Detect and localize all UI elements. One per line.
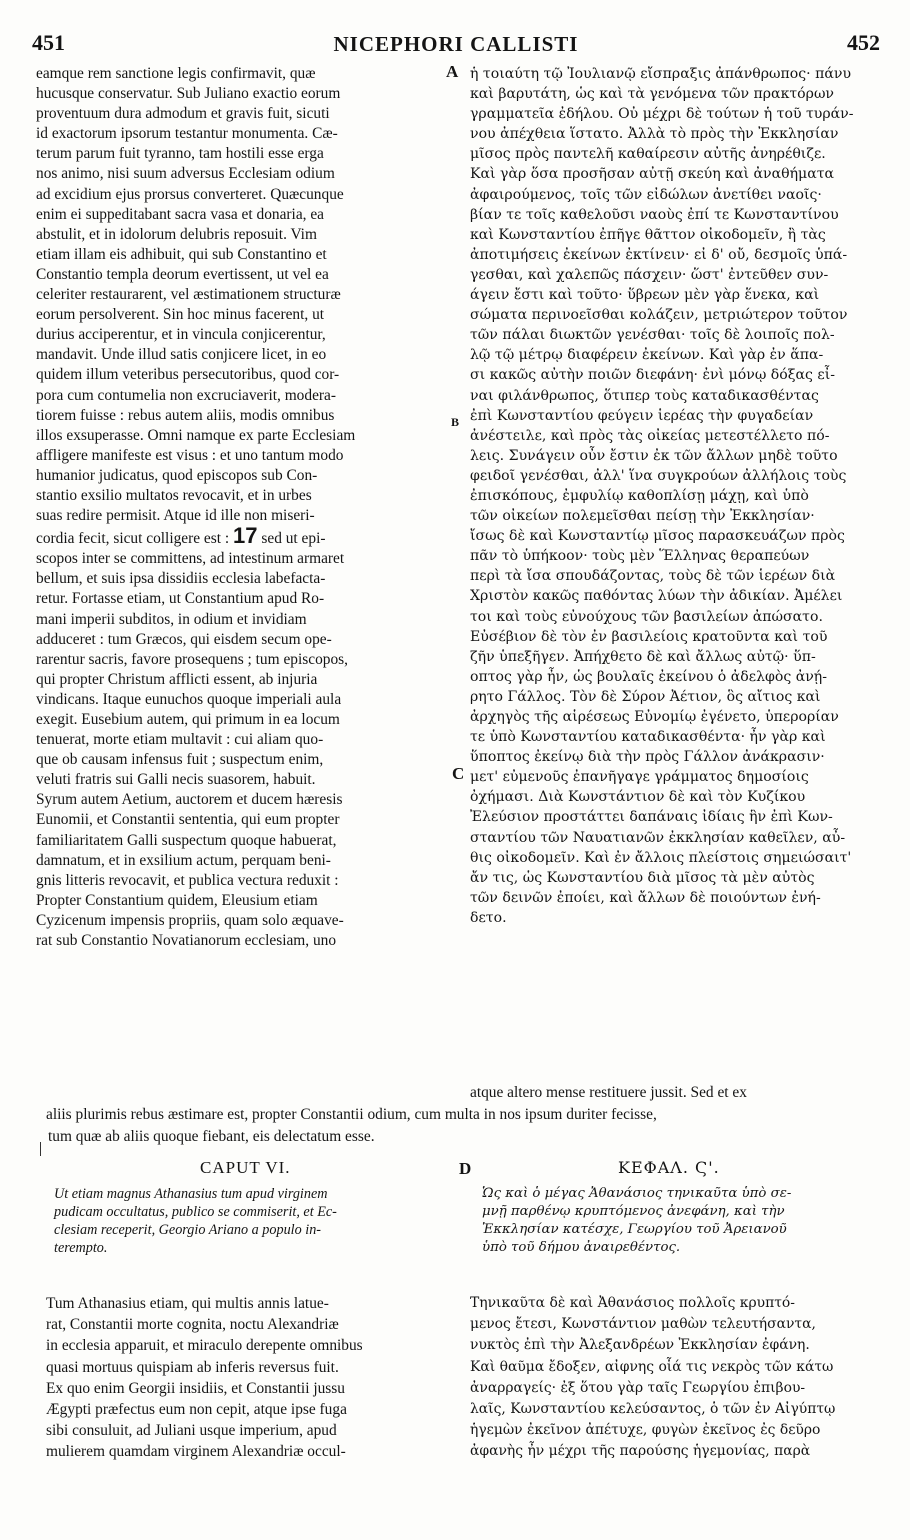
latin-summary-line: clesiam receperit, Georgio Ariano a populo in-: [54, 1222, 322, 1238]
latin-text-line: Cyzicenum impensis propriis, quam solo æquave-: [36, 911, 344, 929]
latin-text-line: gnis litteris revocavit, et publica vectura reduxit :: [36, 871, 339, 889]
margin-marker-a: A: [446, 62, 459, 81]
greek-body-line: Καὶ θαῦμα ἔδοξεν, αἰφνης οἷά τις νεκρὸς τῶν κάτω: [470, 1358, 834, 1375]
greek-text-line: Χριστὸν κακῶς παθόντας λύων τὴν ἀδικίαν. Ἀμέλει: [470, 588, 843, 605]
latin-text-line: scopos inter se committens, ad intestinum armaret: [36, 550, 345, 568]
greek-text-line: ρητο Γάλλος. Τὸν δὲ Σύρον Ἀέτιον, ὃς αἴτιος καὶ: [470, 688, 821, 705]
page-number-right: 452: [847, 30, 880, 55]
latin-text-line: rarentur sacris, favore prosequens ; tum episcopos,: [36, 650, 348, 668]
greek-summary-line: Ἐκκλησίαν κατέσχε, Γεωργίου τοῦ Ἀρειανοῦ: [482, 1222, 787, 1237]
greek-text-line: ἐπὶ Κωνσταντίου φεύγειν ἱερέας τὴν φυγαδείαν: [470, 407, 814, 424]
greek-text-line: τῶν οἰκείων πολεμεῖσθαι πείσῃ τὴν Ἐκκλησίαν·: [470, 508, 815, 525]
latin-column: [36, 64, 450, 951]
latin-text-line: pora cum contumelia non excruciaverit, modera-: [36, 386, 336, 404]
chapter-summary-greek: [482, 1185, 882, 1257]
greek-text-line: τε ὑπὸ Κωνσταντίου καταδικασθέντα· ἦν γὰρ καὶ: [470, 729, 826, 746]
full-width-line-1: [46, 1084, 882, 1125]
greek-body-line: λαῖς, Κωνσταντίου κελεύσαντος, ὁ τῶν ἐν Αἰγύπτῳ: [470, 1401, 836, 1418]
greek-body-line: ἡγεμὼν ἐκεῖνον ἀπέτυχε, φυγὼν ἐκεῖνος ἐς δεῦρο: [470, 1422, 821, 1439]
latin-text-line: Constantio templa deorum evertissent, ut vel ea: [36, 265, 329, 283]
chapter-heading-greek: ΚΕΦΑΛ. Ϛ'.: [618, 1158, 720, 1177]
latin-text-line: illos exsuperasse. Omni namque ex parte Ecclesiam: [36, 426, 356, 444]
greek-body-line: μενος ἔτεσι, Κωνστάντιον μαθὼν τελευτήσαντα,: [470, 1316, 816, 1333]
greek-text-line: ἀρχηγὸς τῆς αἱρέσεως Εὐνομίῳ ἐγένετο, ὑπερορίαν: [470, 709, 839, 725]
greek-text-line: σταντίου τῶν Ναυατιανῶν ἐκκλησίαν καθεῖλεν, αὖ-: [470, 829, 846, 846]
greek-text-line: περὶ τὰ ἴσα σπουδάζοντας, τοὺς δὲ τῶν ἱερέων διὰ: [470, 568, 836, 585]
latin-text-line: tenuerat, morte etiam multavit : cui aliam quo-: [36, 731, 324, 749]
latin-text-line: mandavit. Unde illud satis conjicere licet, in eo: [36, 346, 327, 364]
greek-summary-line: Ὡς καὶ ὁ μέγας Ἀθανάσιος τηνικαῦτα ὑπὸ σε-: [482, 1186, 792, 1201]
latin-text-line: affligere manifeste est visus : et uno tantum modo: [36, 446, 344, 464]
greek-text-line: ναι φιλάνθρωπος, ὅτιπερ τοὺς καταδικασθέντας: [470, 387, 819, 404]
latin-text-line: nos animo, nisi suum adversus Ecclesiam odium: [36, 165, 335, 183]
latin-text-line: rat sub Constantio Novatianorum ecclesiam, uno: [36, 932, 337, 950]
inline-page-number: 17: [233, 526, 258, 549]
running-title: NICEPHORI CALLISTI: [333, 32, 579, 56]
latin-text-line: hucusque conservatur. Sub Juliano exactio eorum: [36, 85, 341, 103]
greek-text-line: καὶ βαρυτάτη, ὡς καὶ τὰ γενόμενα τῶν πρακτόρων: [470, 86, 835, 103]
latin-body-line: mulierem quamdam virginem Alexandriæ occul-: [46, 1443, 346, 1461]
chapter-heading-latin: CAPUT VI.: [200, 1158, 291, 1177]
latin-text-line: celeriter restaurarent, vel æstimationem structuræ: [36, 286, 341, 304]
latin-text-line: abstulit, et in idolorum delubris reposuit. Vim: [36, 225, 317, 243]
latin-body-line: rat, Constantii morte cognita, noctu Alexandriæ: [46, 1316, 339, 1334]
latin-text-line: suas redire permisit. Atque id ille non miseri-: [36, 507, 315, 525]
greek-text-line: σι κακῶς αὐτὴν ποιῶν διεφάνη· ἐνὶ μόνῳ δόξας εἶ-: [470, 367, 836, 384]
greek-text-line: τῶν πάλαι διωκτῶν γενέσθαι· τοῖς δὲ λοιποῖς πολ-: [470, 327, 835, 344]
latin-text-line: stantio exsilio multatos revocavit, et in urbes: [36, 486, 312, 504]
latin-text-line: bellum, et suis ipsa dissidiis ecclesia labefacta-: [36, 570, 326, 588]
greek-text-line: φειδοῖ γενέσθαι, ἀλλ' ἵνα συγκρούων ἀλλήλοις τοὺς: [470, 467, 847, 484]
greek-text-line: λεις. Συνάγειν οὖν ἔστιν ἐκ τῶν ἄλλων μηδὲ τοῦτο: [470, 447, 838, 464]
latin-body-line: in ecclesia apparuit, et miraculo derepente omnibus: [46, 1337, 363, 1355]
greek-text-line: Εὐσέβιον δὲ τὸν ἐν βασιλείοις κρατοῦντα καὶ τοῦ: [470, 628, 828, 645]
latin-summary-line: Ut etiam magnus Athanasius tum apud virginem: [54, 1186, 328, 1202]
chapter-body-latin: [46, 1293, 452, 1463]
greek-text-line: μῖσος πρὸς παντελῆ καθαίρεσιν αὐτῆς ἀνηρέθιζε.: [470, 146, 826, 163]
greek-text-line: καὶ Κωνσταντίου ἐπῆγε θᾶττον οἰκοδομεῖν, ἢ τὰς: [470, 226, 826, 243]
inline-reference: [229, 526, 326, 549]
greek-text-line: Ἐλεύσιον προστάττει δαπάναις ἰδίαις ἣν ἐπὶ Κων-: [470, 809, 833, 826]
latin-text-line: vindicans. Itaque eunuchos quoque imperiali aula: [36, 690, 342, 708]
full-width-text-1: aliis plurimis rebus æstimare est, propter Constantii odium, cum multa in nos ipsum duriter fecisse,: [46, 1106, 657, 1123]
latin-text-line: eamque rem sanctione legis confirmavit, quæ: [36, 65, 316, 82]
latin-text-line: tiorem fuisse : rebus autem aliis, modis omnibus: [36, 406, 335, 424]
greek-text-line: σώματα περινοεῖσθαι κολάζειν, μετριώτερον τοῦτον: [470, 307, 848, 324]
full-width-line-0: atque altero mense restituere jussit. Sed et ex: [470, 1084, 747, 1101]
latin-body-line: quasi mortuus quispiam ab inferis reversus fuit.: [46, 1358, 339, 1376]
greek-text-line: γεσθαι, καὶ χαλεπῶς πάσχειν· ὥστ' ἐντεῦθεν συν-: [470, 266, 829, 283]
greek-text-line: λῷ τῷ μέτρῳ διαφέρειν ἐκείνων. Καὶ γὰρ ἐν ἅπα-: [470, 347, 824, 364]
latin-text-line: enim ei suppeditabant sacra vasa et donaria, ea: [36, 205, 325, 223]
greek-text-line: ζῆν ὑπεξῆγεν. Ἀπήχθετο δὲ καὶ ἄλλως αὐτῷ· ὕπ-: [470, 648, 816, 665]
greek-text-line: γραμματεῖα ἐδήλου. Οὐ μέχρι δὲ τούτων ἡ τοῦ τυράν-: [470, 106, 854, 123]
greek-text-line: πᾶν τὸ ὑπήκοον· τοὺς μὲν Ἕλληνας θεραπεύων: [470, 548, 810, 565]
running-header: [32, 10, 880, 54]
latin-text-line: mani imperii subditos, in odium et invidiam: [36, 610, 307, 628]
latin-text-line: durius acciperentur, et in vincula conjicerentur,: [36, 326, 326, 344]
latin-text-line: damnatum, et in exsilium actum, perquam beni-: [36, 851, 331, 869]
latin-body-line: Tum Athanasius etiam, qui multis annis latue-: [46, 1295, 329, 1312]
greek-text-line: βίαν τε τοῖς καθελοῦσι ναοὺς ἐπί τε Κωνσταντίνου: [470, 206, 839, 223]
latin-summary-line: pudicam occultatus, publico se commiserit, et Ec-: [54, 1204, 337, 1220]
greek-summary-line: μνῇ παρθένῳ κρυπτόμενος ἀνεφάνη, καὶ τὴν: [482, 1204, 785, 1219]
latin-text-line: etiam illam eis adhibuit, qui sub Constantino et: [36, 245, 327, 263]
greek-text-line: Καὶ γὰρ ὅσα προσῆσαν αὐτῇ σκεύη καὶ ἀναθήματα: [470, 166, 835, 183]
greek-text-line: οπτος γὰρ ἦν, ὡς βουλαῖς ἐκείνου ὁ ἀδελφὸς ἀνῄ-: [470, 668, 828, 685]
margin-rule: [40, 1142, 41, 1156]
page-number-left: 451: [32, 30, 65, 55]
greek-text-line: δετο.: [470, 909, 507, 926]
greek-text-line: νου ἀπέχθεια ἵστατο. Ἀλλὰ τὸ πρὸς τὴν Ἐκκλησίαν: [470, 126, 839, 143]
greek-column: [470, 64, 882, 928]
inline-continuation: sed ut epi-: [261, 530, 326, 548]
greek-body-line: νυκτὸς ἐπὶ τὴν Ἀλεξανδρέων Ἐκκλησίαν ἐφάνη.: [470, 1337, 810, 1354]
latin-text-line: exegit. Eusebium autem, qui primum in ea locum: [36, 711, 340, 728]
latin-text-line: qui propter Christum afflicti essent, ab injuria: [36, 670, 318, 688]
greek-text-line: τῶν δεινῶν ἐποίει, καὶ ἄλλων δὲ ποιούντων ἐνή-: [470, 889, 821, 906]
latin-text-line: Propter Constantium quidem, Eleusium etiam: [36, 891, 318, 909]
full-width-text-2: tum quæ ab aliis quoque fiebant, eis delectatum esse.: [48, 1128, 375, 1145]
chapter-body-greek: [470, 1293, 882, 1463]
margin-marker-c: C: [452, 764, 465, 783]
latin-body-line: sibi consuluit, ad Juliani usque imperium, apud: [46, 1422, 337, 1440]
latin-text-line: adduceret : tum Græcos, qui eisdem secum ope-: [36, 630, 332, 648]
latin-text-line: eorum persolverent. Sin hoc minus facerent, ut: [36, 306, 325, 324]
latin-text-line: quidem illum veteribus persecutoribus, quod cor-: [36, 366, 340, 384]
latin-text-line: id exactorum ipsorum testantur monumenta. Cæ-: [36, 125, 338, 143]
greek-body-line: Τηνικαῦτα δὲ καὶ Ἀθανάσιος πολλοῖς κρυπτό-: [470, 1295, 795, 1311]
chapter-summary-latin: [54, 1185, 450, 1257]
greek-text-line: ἴσως δὲ καὶ Κωνσταντίῳ μῖσος παρασκευάζων πρὸς: [470, 528, 845, 545]
greek-body-line: ἀναρραγείς· ἐξ ὅτου γὰρ ταῖς Γεωργίου ἐπιβου-: [470, 1379, 806, 1396]
greek-text-line: ἀνέστειλε, καὶ πρὸς τὰς οἰκείας μετεστέλλετο πό-: [470, 427, 830, 444]
latin-text-line: Syrum autem Aetium, auctorem et ducem hæresis: [36, 791, 343, 809]
greek-text-line: ἀποτιμήσεις ἐκείνων ἐκτίνειν· εἰ δ' οὔ, δεσμοῖς ὑπά-: [470, 246, 848, 263]
margin-marker-d: D: [459, 1159, 472, 1178]
latin-body-line: Ex quo enim Georgii insidiis, et Constantii jussu: [46, 1379, 345, 1397]
latin-text-line: familiaritatem Galli suspectum quoque habuerat,: [36, 831, 337, 849]
full-width-line-2: [48, 1127, 648, 1147]
greek-text-line: μετ' εὐμενοῦς ἐπανῆγαγε γράμματος δημοσίοις: [470, 769, 809, 786]
latin-text-line: terum parum fuit tyranno, tam hostili esse erga: [36, 145, 324, 163]
latin-summary-line: terempto.: [54, 1240, 108, 1256]
latin-text-line: cordia fecit, sicut colligere est : 17 sed ut epi-: [36, 526, 450, 549]
latin-text-line: veluti fratris sui Galli necis suasorem, habuit.: [36, 771, 316, 789]
greek-summary-line: ὑπὸ τοῦ δήμου ἀναιρεθέντος.: [482, 1240, 681, 1255]
greek-text-line: ἡ τοιαύτη τῷ Ἰουλιανῷ εἴσπραξις ἀπάνθρωπος· πάνυ: [470, 66, 852, 82]
greek-text-line: ἄν τις, ὡς Κωνσταντίου διὰ μῖσος τὰ μὲν αὐτὸς: [470, 869, 815, 886]
latin-text-line: que ob causam infensus fuit ; suspectum enim,: [36, 751, 324, 769]
latin-text-line: Eunomii, et Constantii sententia, qui eum propter: [36, 811, 340, 829]
latin-text-line: ad excidium ejus prorsus converteret. Quæcunque: [36, 185, 344, 203]
latin-text-line: proventuum dura admodum et gravis fuit, sicuti: [36, 105, 330, 123]
margin-marker-b: B: [451, 415, 460, 429]
greek-text-line: άγειν ἔστι καὶ τοῦτο· ὕβρεων μὲν γὰρ ἕνεκα, καὶ: [470, 287, 820, 304]
greek-text-line: ὕποπτος ἐκείνῳ διὰ τὴν πρὸς Γάλλον ἀνάκρασιν·: [470, 749, 825, 766]
latin-body-line: Ægypti præfectus eum non cepit, atque ipse fuga: [46, 1401, 347, 1419]
latin-text-line: retur. Fortasse etiam, ut Constantium apud Ro-: [36, 590, 325, 608]
greek-text-line: ἐπισκόπους, ἐμφυλίῳ καθοπλίσῃ μάχῃ, καὶ ὑπὸ: [470, 487, 809, 504]
greek-text-line: ἀφαιρούμενος, τοῖς τῶν εἰδώλων ἀνετίθει ναοῖς·: [470, 186, 822, 203]
latin-text-line: humanior judicatus, quod episcopos sub Con-: [36, 466, 318, 484]
greek-text-line: τοι καὶ τοὺς εὐνούχους τῶν βασιλείων ἀπώσατο.: [470, 608, 823, 625]
greek-text-line: ὀχήμασι. Διὰ Κωνστάντιον δὲ καὶ τὸν Κυζίκου: [470, 789, 806, 806]
greek-body-line: ἀφανὴς ἦν μέχρι τῆς παρούσης ἡγεμονίας, παρὰ: [470, 1443, 811, 1460]
greek-text-line: θις οἰκοδομεῖν. Καὶ ἐν ἄλλοις πλείστοις σημειώσαιτ': [470, 849, 852, 866]
